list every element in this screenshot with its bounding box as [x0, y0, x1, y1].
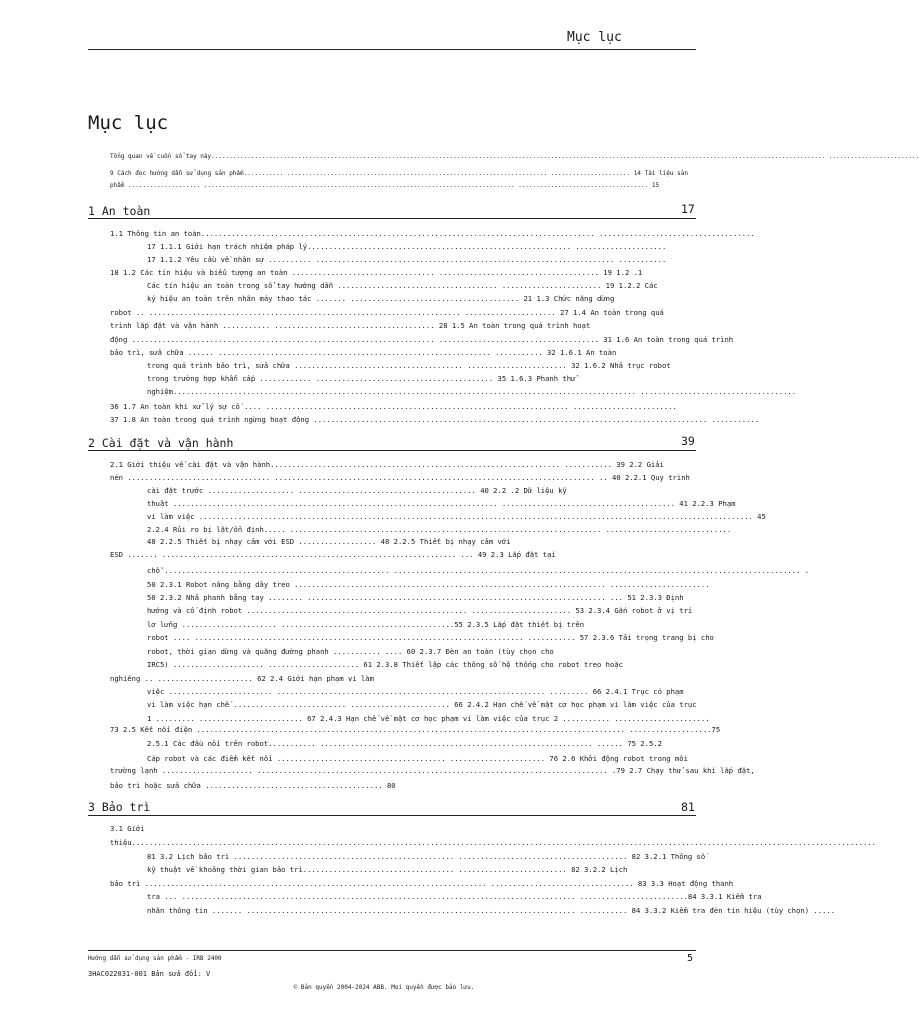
section-heading-safety[interactable]: 1 An toàn: [88, 204, 151, 218]
toc-entry[interactable]: 3.1 Giới: [110, 824, 145, 833]
toc-entry[interactable]: 18 1.2 Các tín hiệu và biểu tượng an toàn ................................. ..................................... 19 1.2 .1: [110, 268, 643, 277]
toc-entry[interactable]: bảo trì hoặc sửa chữa ......................................... 80: [110, 781, 396, 790]
toc-entry[interactable]: hướng và cố định robot ................................................... ....................... 53 2.3.4 Gắn robot ở vị trí: [147, 606, 693, 615]
toc-entry[interactable]: động ...................................................................... ..................................... 31 1.6 An toàn trong quá trình: [110, 335, 734, 344]
toc-heading: Mục lục: [88, 112, 169, 134]
toc-entry[interactable]: 48 2.2.5 Thiết bị nhạy cảm với ESD .................. 48 2.2.5 Thiết bị nhạy cảm với: [147, 537, 511, 546]
section-page-number: 17: [681, 202, 695, 216]
toc-entry[interactable]: trong trường hợp khẩn cấp ............ ......................................... 35 1.6.3 Phanh thử: [147, 374, 576, 383]
toc-entry[interactable]: việc ........................ .............................................................. ......... 66 2.4.1 Trục có phạm: [147, 687, 684, 696]
toc-entry[interactable]: 81 3.2 Lịch bảo trì ................................................... ....................................... 82 3.2.1 Thông số: [147, 852, 706, 861]
toc-entry[interactable]: 50 2.3.1 Robot nâng bằng dây treo ........................................................................ .......................: [147, 580, 710, 589]
toc-entry[interactable]: nhãn thông tin ....... ............................................................................ ........... 84 3.3.2 Kiểm tra đèn tín hiệu (tùy chọn) .....: [147, 906, 836, 915]
toc-entry[interactable]: nén ................................. .......................................................................... .. 40 2.2.1 Quy trình: [110, 473, 690, 482]
section-rule: [88, 450, 696, 451]
toc-intro-line[interactable]: phẩm .................... ...................................................................................... .................................... 15: [110, 182, 660, 189]
toc-entry[interactable]: thiệu............................................................................................................................................................................: [110, 838, 876, 847]
toc-entry[interactable]: 2.5.1 Các đầu nối trên robot........... ............................................................... ...... 75 2.5.2: [147, 739, 662, 748]
section-page-number: 81: [681, 800, 695, 814]
toc-entry[interactable]: 1.1 Thông tin an toàn........................................................................................... ....................................: [110, 229, 755, 238]
toc-entry[interactable]: 37 1.8 An toàn trong quá trình ngừng hoạt động ........................................................................................... ...........: [110, 415, 760, 424]
footer-document-id: 3HAC022031-001 Bản sửa đổi: V: [88, 970, 211, 978]
toc-intro-line[interactable]: 9 Cách đọc hướng dẫn sử dụng sản phẩm........... ........................................................................ ...................... 14 Tài liệu sản: [110, 170, 688, 177]
toc-entry[interactable]: 73 2.5 Kết nối điện ................................................................................................... ...................75: [110, 725, 721, 734]
toc-entry[interactable]: cài đặt trước .................... ......................................... 40 2.2 .2 Dữ liệu kỹ: [147, 486, 567, 495]
toc-intro-line[interactable]: Tổng quan về cuốn sổ tay này.......................................................................................................................................................................... .........................: [110, 153, 919, 160]
section-rule: [88, 218, 696, 219]
toc-entry[interactable]: 17 1.1.2 Yêu cầu về nhân sự .......... ..................................................................... ...........: [147, 255, 667, 264]
section-heading-installation[interactable]: 2 Cài đặt và vận hành: [88, 436, 234, 450]
toc-entry[interactable]: kỹ thuật về khoảng thời gian bảo trì................................... ......................... 82 3.2.2 Lịch: [147, 865, 628, 874]
toc-entry[interactable]: ESD ....... .................................................................... ... 49 2.3 Lắp đặt tại: [110, 550, 556, 559]
toc-entry[interactable]: robot, thời gian dừng và quãng đường phanh ........... .... 60 2.3.7 Đèn an toàn (tùy chọn cho: [147, 647, 554, 656]
footer-copyright: © Bản quyền 2004-2024 ABB. Mọi quyền được bảo lưu.: [293, 984, 475, 991]
toc-entry[interactable]: IRC5) ..................... ..................... 61 2.3.8 Thiết lập các thông số hệ thống cho robot treo hoặc: [147, 660, 623, 669]
toc-entry[interactable]: nghiệm........................................................................................................... ....................................: [147, 387, 797, 396]
toc-entry[interactable]: 1 ......... ........................ 67 2.4.3 Hạn chế về mặt cơ học phạm vi làm việc của trục 2 ........... ......................: [147, 714, 710, 723]
section-page-number: 39: [681, 434, 695, 448]
toc-entry[interactable]: 50 2.3.2 Nhả phanh bằng tay ........ ..................................................................... ... 51 2.3.3 Định: [147, 593, 684, 602]
toc-entry[interactable]: Cáp robot và các điểm kết nối ....................................... ...................... 76 2.6 Khởi động robot trong môi: [147, 754, 688, 763]
toc-entry[interactable]: nghiêng .. ...................... 62 2.4 Giới hạn phạm vi làm: [110, 674, 374, 683]
toc-entry[interactable]: thuật ........................................................................... ........................................ 41 2.2.3 Phạm: [147, 499, 736, 508]
toc-entry[interactable]: trường lạnh ..................... ................................................................................. .79 2.7 Chạy thử sau khi lắp đặt,: [110, 766, 755, 775]
header-rule: [88, 49, 696, 50]
toc-entry[interactable]: robot .. ........................................................................ ..................... 27 1.4 An toàn trong quá: [110, 308, 664, 317]
toc-entry[interactable]: vi làm việc hạn chế .......................... ....................... 66 2.4.2 Hạn chế về mặt cơ học phạm vi làm việc của trục: [147, 700, 697, 709]
footer-manual-title: Hướng dẫn sử dụng sản phẩm - IRB 2400: [88, 955, 222, 962]
toc-entry[interactable]: trong quá trình bảo trì, sửa chữa ....................................... ....................... 32 1.6.2 Nhả trục robot: [147, 361, 671, 370]
toc-entry[interactable]: 2.2.4 Rủi ro bị lật/ổn định..... ........................................................................ .............................: [147, 525, 732, 534]
section-heading-maintenance[interactable]: 3 Bảo trì: [88, 800, 151, 814]
section-rule: [88, 815, 696, 816]
toc-entry[interactable]: ký hiệu an toàn trên nhãn máy thao tác ....... ....................................... 21 1.3 Chức năng dừng: [147, 294, 615, 303]
footer-rule: [88, 950, 696, 951]
toc-entry[interactable]: robot .... ............................................................................ ........... 57 2.3.6 Tải trọng trang bị cho: [147, 633, 714, 642]
toc-entry[interactable]: lơ lửng ...................... ........................................55 2.3.5 Lắp đặt thiết bị trên: [147, 620, 585, 629]
toc-entry[interactable]: tra ... ........................................................................................... .........................84 3.3.1 Kiểm tra: [147, 892, 762, 901]
toc-entry[interactable]: 2.1 Giới thiệu về cài đặt và vận hành................................................................... ........... 39 2.2 Giải: [110, 460, 664, 469]
toc-entry[interactable]: Các tín hiệu an toàn trong sổ tay hướng dẫn ..................................... ....................... 19 1.2.2 Các: [147, 281, 658, 290]
toc-entry[interactable]: bảo trì ............................................................................... ................................. 83 3.3 Hoạt động thanh: [110, 879, 734, 888]
toc-entry[interactable]: trình lắp đặt và vận hành ........... ..................................... 28 1.5 An toàn trong quá trình hoạt: [110, 321, 591, 330]
footer-page-number: 5: [687, 953, 694, 964]
toc-entry[interactable]: 17 1.1.1 Giới hạn trách nhiệm pháp lý............................................................. .....................: [147, 242, 667, 251]
toc-entry[interactable]: chỗ .................................................... .............................................................................................. .: [147, 566, 810, 575]
running-header-title: Mục lục: [567, 30, 622, 45]
toc-entry[interactable]: vi làm việc ................................................................................................................................ 45: [147, 512, 766, 521]
toc-entry[interactable]: 36 1.7 An toàn khi xử lý sự cố .... ...................................................................... ........................: [110, 402, 677, 411]
toc-entry[interactable]: bảo trì, sửa chữa ...... ............................................................... ........... 32 1.6.1 An toàn: [110, 348, 617, 357]
